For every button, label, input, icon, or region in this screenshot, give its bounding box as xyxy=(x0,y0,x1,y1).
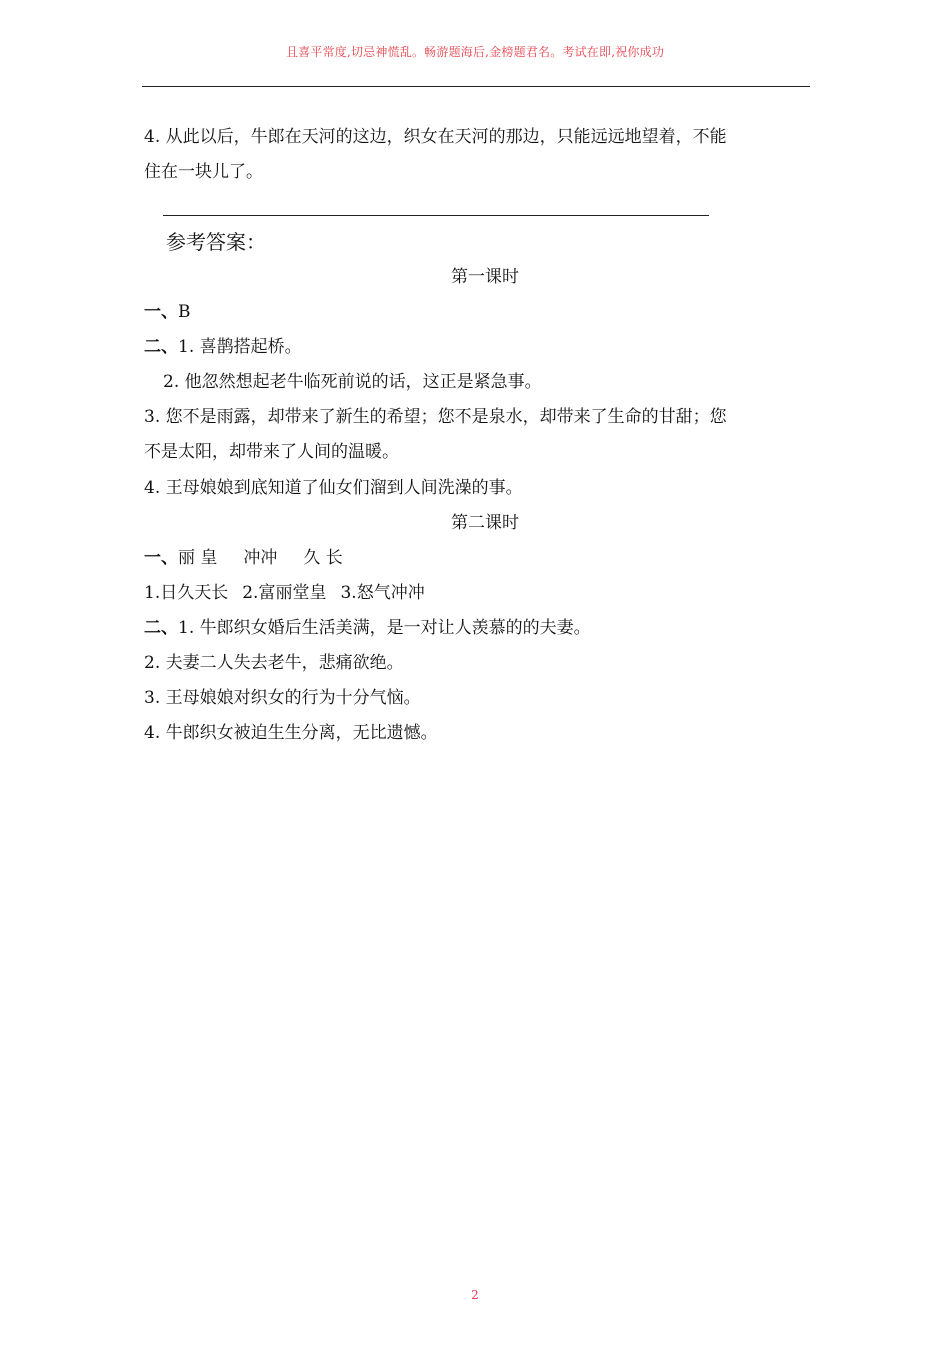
idiom-3: 3.怒气冲冲 xyxy=(340,583,425,603)
lesson-2-part-2-item-3: 3. 王母娘娘对织女的行为十分气恼。 xyxy=(144,688,421,708)
part-mark: 一、 xyxy=(144,302,178,322)
question-4-line-1: 4. 从此以后，牛郎在天河的这边，织女在天河的那边，只能远远地望着，不能 xyxy=(144,127,727,147)
answers-heading: 参考答案： xyxy=(166,230,266,254)
word-3: 久 长 xyxy=(303,548,343,568)
lesson-1-part-2-item-4: 4. 王母娘娘到底知道了仙女们溜到人间洗澡的事。 xyxy=(144,478,523,498)
lesson-2-title: 第二课时 xyxy=(451,513,519,533)
lesson-1-part-2-item-3-line-1: 3. 您不是雨露，却带来了新生的希望；您不是泉水，却带来了生命的甘甜；您 xyxy=(144,407,727,427)
answer-text: 1. 牛郎织女婚后生活美满，是一对让人羡慕的的夫妻。 xyxy=(178,618,591,638)
part-mark: 二、 xyxy=(144,618,178,638)
lesson-1-part-2-item-1 xyxy=(144,336,302,358)
header-rule xyxy=(142,86,810,87)
answer-text: 1. 喜鹊搭起桥。 xyxy=(178,337,302,357)
question-4-line-2: 住在一块儿了。 xyxy=(144,162,263,182)
part-mark: 一、 xyxy=(144,548,178,568)
lesson-2-part-2-item-1 xyxy=(144,617,591,639)
word-2: 冲冲 xyxy=(243,548,278,568)
lesson-1-part-2-item-2: 2. 他忽然想起老牛临死前说的话，这正是紧急事。 xyxy=(163,372,542,392)
lesson-1-part-2-item-3-line-2: 不是太阳，却带来了人间的温暖。 xyxy=(144,442,399,462)
word-1: 丽 皇 xyxy=(178,548,218,568)
part-mark: 二、 xyxy=(144,337,178,357)
header-motto: 且喜平常度,切忌神慌乱。畅游题海后,金榜题君名。考试在即,祝你成功 xyxy=(285,45,665,59)
idiom-1: 1.日久天长 xyxy=(144,583,229,603)
idiom-2: 2.富丽堂皇 xyxy=(242,583,327,603)
section-divider xyxy=(163,215,709,216)
lesson-2-part-2-item-4: 4. 牛郎织女被迫生生分离，无比遗憾。 xyxy=(144,723,438,743)
page-number: 2 xyxy=(471,1288,479,1302)
answer-text: B xyxy=(178,302,191,322)
lesson-2-part-2-item-2: 2. 夫妻二人失去老牛，悲痛欲绝。 xyxy=(144,653,404,673)
lesson-2-idioms xyxy=(144,582,425,604)
lesson-1-title: 第一课时 xyxy=(451,267,519,287)
lesson-1-part-1 xyxy=(144,301,191,323)
lesson-2-part-1 xyxy=(144,547,343,569)
